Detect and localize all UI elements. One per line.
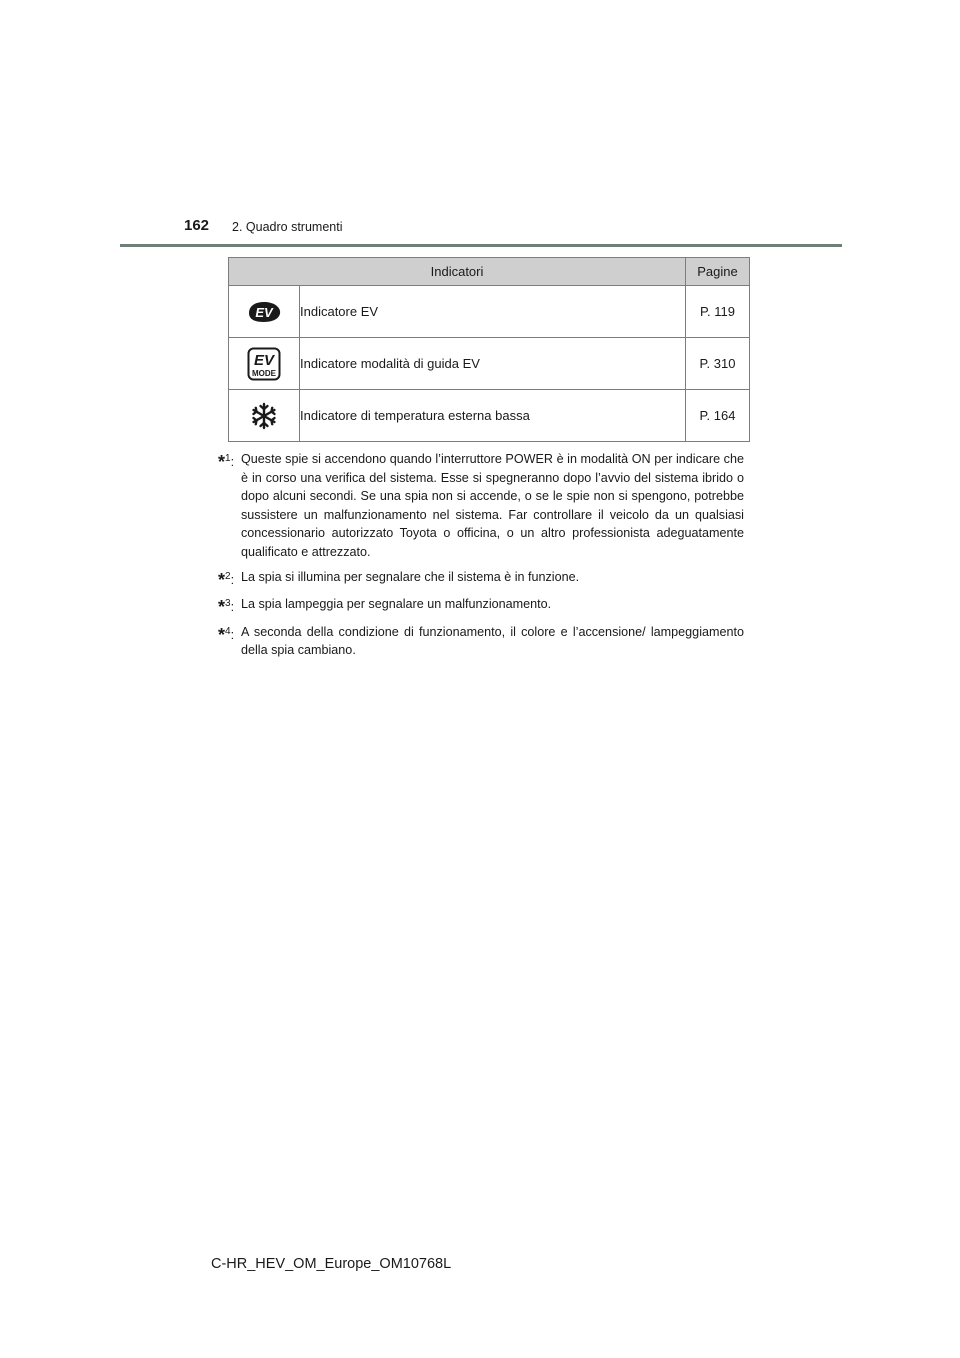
table-header-row	[229, 258, 750, 286]
footnote-text: La spia si illumina per segnalare che il sistema è in funzione.	[241, 569, 580, 584]
footnote-text: La spia lampeggia per segnalare un malfunzionamento.	[241, 597, 552, 612]
footnote-separator: :	[230, 455, 235, 469]
footnote	[218, 595, 744, 617]
ev-indicator-text: EV	[255, 304, 273, 320]
footnote-separator: :	[230, 600, 235, 615]
footnote-separator: :	[230, 627, 235, 642]
footnote-star: *	[218, 452, 226, 472]
footnote-star: *	[218, 569, 226, 590]
indicator-label: Indicatore di temperatura esterna bassa	[300, 390, 686, 442]
footnote-marker	[218, 568, 241, 590]
section-title: 2. Quadro strumenti	[232, 220, 343, 234]
footnote	[218, 568, 744, 590]
footnote-number: 2	[225, 570, 231, 582]
page-reference: P. 164	[686, 390, 750, 442]
footnote	[218, 623, 744, 660]
ev-indicator-icon	[245, 300, 283, 324]
document-code: C-HR_HEV_OM_Europe_OM10768L	[211, 1256, 452, 1272]
footnote-number: 1	[225, 453, 231, 464]
icon-cell	[229, 286, 300, 338]
indicator-label: Indicatore EV	[300, 286, 686, 338]
footnote-text: A seconda della condizione di funzionamento, il colore e l’accensione/ lampeggiamento della spia cambiano.	[241, 624, 744, 658]
column-header-pages: Pagine	[686, 258, 750, 286]
footnote-marker	[218, 623, 241, 660]
footnote-star: *	[218, 597, 226, 618]
footnote-separator: :	[230, 572, 235, 587]
footnote-star: *	[218, 624, 226, 645]
page-reference: P. 310	[686, 338, 750, 390]
icon-cell	[229, 338, 300, 390]
footnote-text: Queste spie si accendono quando l’interruttore POWER è in modalità ON per indicare che è in corso una verifica del sistema. Esse si spegneranno dopo l’avvio del sistema ibrido o dopo alcuni secondi. Se una spia non si accende, o se le spie non si spengono, potrebbe sussistere un malfunzionamento nel sistema. Far controllare il veicolo da un qualsiasi concessionario autorizzato Toyota o officina, o un altro professionista adeguatamente qualificato e attrezzato.	[241, 452, 744, 559]
header-rule	[120, 244, 842, 247]
table-row	[229, 338, 750, 390]
footnote	[218, 450, 744, 562]
ev-mode-indicator-subtext: MODE	[252, 368, 276, 378]
ev-mode-indicator-text: EV	[253, 351, 275, 369]
footnote-marker	[218, 595, 241, 617]
snowflake-icon	[250, 402, 278, 430]
footnotes	[218, 450, 744, 666]
page-reference: P. 119	[686, 286, 750, 338]
page-number: 162	[184, 217, 210, 234]
indicator-label: Indicatore modalità di guida EV	[300, 338, 686, 390]
indicators-table	[228, 257, 750, 442]
footnote-number: 3	[225, 598, 231, 610]
footnote-number: 4	[225, 625, 231, 637]
column-header-indicators: Indicatori	[229, 258, 686, 286]
ev-mode-indicator-icon	[247, 347, 281, 381]
icon-cell	[229, 390, 300, 442]
table-row	[229, 286, 750, 338]
footnote-marker	[218, 450, 241, 562]
table-row	[229, 390, 750, 442]
